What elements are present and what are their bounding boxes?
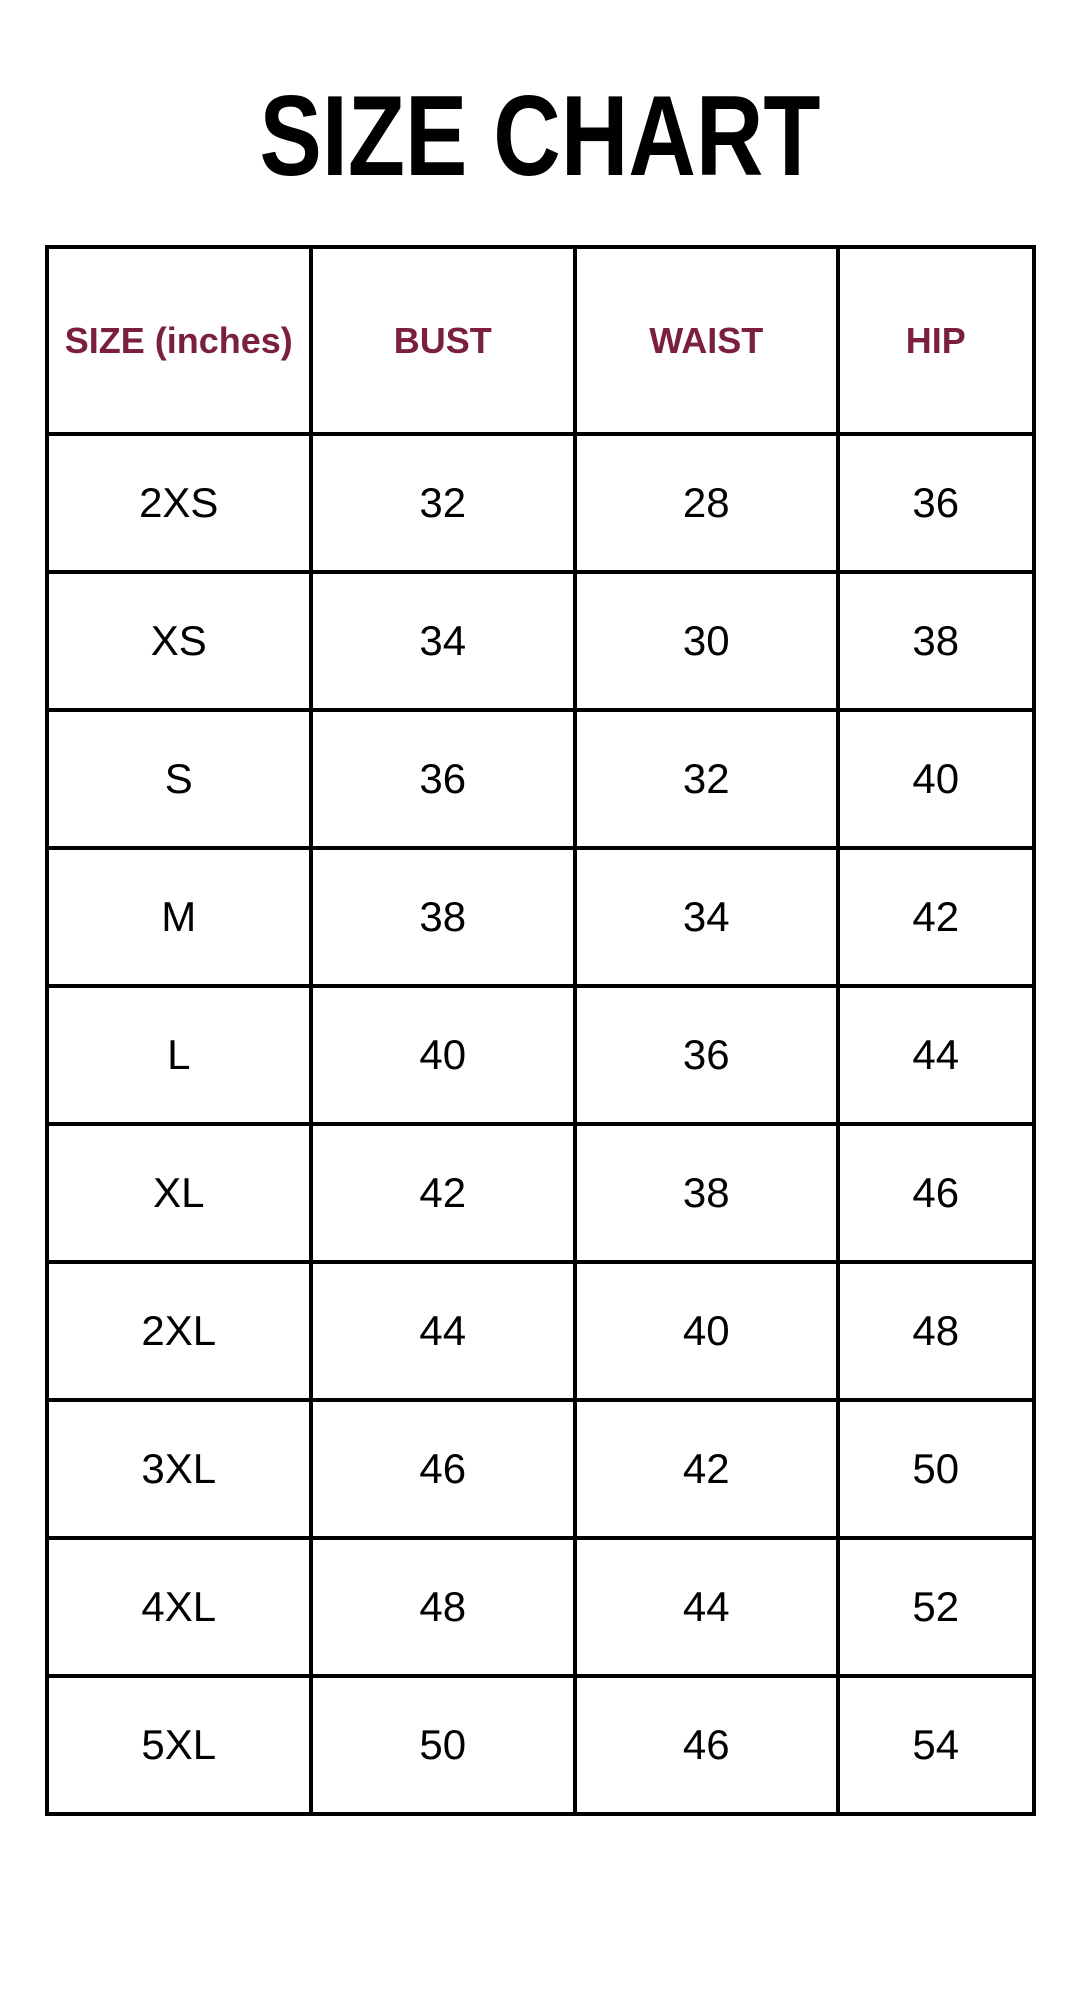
hip-cell: 36 [838, 434, 1033, 572]
bust-cell: 38 [311, 848, 575, 986]
bust-cell: 44 [311, 1262, 575, 1400]
table-row [47, 848, 1034, 986]
bust-cell: 36 [311, 710, 575, 848]
table-row [47, 1262, 1034, 1400]
waist-cell: 40 [575, 1262, 839, 1400]
size-chart-table [45, 245, 1036, 1816]
table-row [47, 434, 1034, 572]
bust-cell: 32 [311, 434, 575, 572]
waist-cell: 42 [575, 1400, 839, 1538]
bust-cell: 46 [311, 1400, 575, 1538]
column-header-waist: WAIST [575, 247, 839, 434]
bust-cell: 34 [311, 572, 575, 710]
waist-cell: 28 [575, 434, 839, 572]
table-row [47, 1538, 1034, 1676]
size-cell: S [47, 710, 312, 848]
bust-cell: 48 [311, 1538, 575, 1676]
bust-cell: 42 [311, 1124, 575, 1262]
table-row [47, 1124, 1034, 1262]
column-header-size: SIZE (inches) [47, 247, 312, 434]
size-cell: 5XL [47, 1676, 312, 1814]
hip-cell: 48 [838, 1262, 1033, 1400]
size-cell: XS [47, 572, 312, 710]
waist-cell: 36 [575, 986, 839, 1124]
waist-cell: 38 [575, 1124, 839, 1262]
hip-cell: 42 [838, 848, 1033, 986]
hip-cell: 50 [838, 1400, 1033, 1538]
size-cell: 4XL [47, 1538, 312, 1676]
column-header-bust: BUST [311, 247, 575, 434]
size-cell: M [47, 848, 312, 986]
waist-cell: 30 [575, 572, 839, 710]
waist-cell: 32 [575, 710, 839, 848]
bust-cell: 40 [311, 986, 575, 1124]
table-row [47, 986, 1034, 1124]
hip-cell: 40 [838, 710, 1033, 848]
waist-cell: 34 [575, 848, 839, 986]
hip-cell: 52 [838, 1538, 1033, 1676]
waist-cell: 44 [575, 1538, 839, 1676]
size-cell: L [47, 986, 312, 1124]
size-cell: 3XL [47, 1400, 312, 1538]
hip-cell: 44 [838, 986, 1033, 1124]
hip-cell: 54 [838, 1676, 1033, 1814]
size-cell: 2XL [47, 1262, 312, 1400]
header-row [47, 247, 1034, 434]
size-cell: 2XS [47, 434, 312, 572]
table-row [47, 710, 1034, 848]
hip-cell: 46 [838, 1124, 1033, 1262]
table-row [47, 572, 1034, 710]
waist-cell: 46 [575, 1676, 839, 1814]
page-title: SIZE CHART [259, 73, 821, 200]
column-header-hip: HIP [838, 247, 1033, 434]
bust-cell: 50 [311, 1676, 575, 1814]
hip-cell: 38 [838, 572, 1033, 710]
size-cell: XL [47, 1124, 312, 1262]
table-row [47, 1400, 1034, 1538]
table-row [47, 1676, 1034, 1814]
